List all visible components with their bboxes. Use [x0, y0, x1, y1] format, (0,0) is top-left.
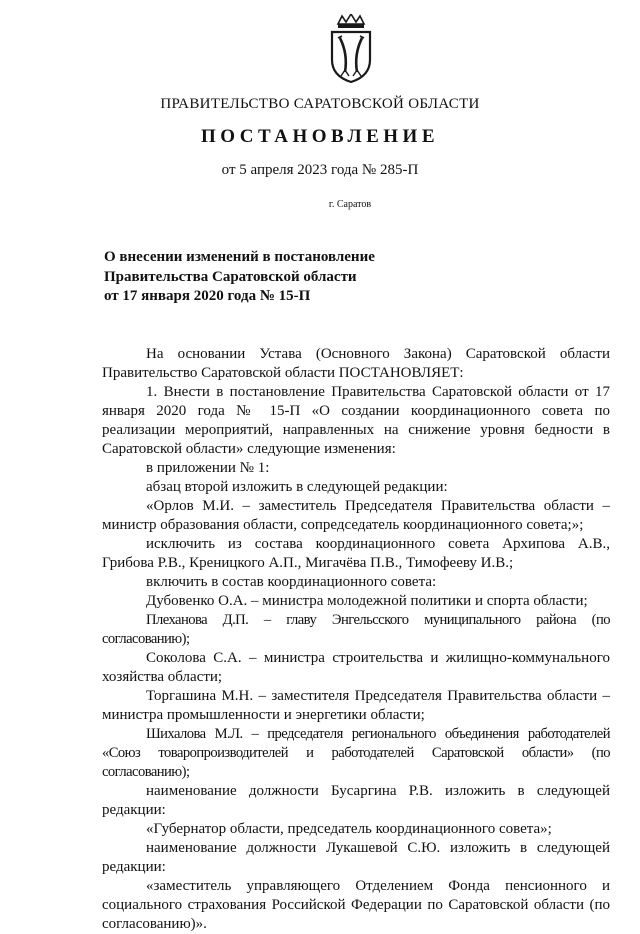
document-date: от 5 апреля 2023 года № 285-П [221, 162, 419, 178]
paragraph: «Орлов М.И. – заместитель Председателя Правительства области – министр образования области, сопредседатель координационного совета;»; [102, 498, 610, 533]
paragraph: включить в состав координационного совета: [146, 574, 437, 590]
paragraph: 1. Внести в постановление Правительства Саратовской области от 17 января 2020 года № 15-П «О создании координационного совета по реализации мероприятий, направленных на снижение уровня бедности в Саратовской области» следующие изменения: [102, 384, 610, 457]
paragraph: «Губернатор области, председатель координационного совета»; [146, 821, 552, 837]
document-type: ПОСТАНОВЛЕНИЕ [200, 126, 440, 147]
coat-of-arms-icon [326, 14, 376, 84]
paragraph: Торгашина М.Н. – заместителя Председателя Правительства области – министра промышленности и энергетики области; [102, 688, 610, 723]
paragraph: «заместитель управляющего Отделением Фонда пенсионного и социального страхования Российской Федерации по Саратовской области (по согласованию)». [102, 878, 610, 932]
paragraph: Соколова С.А. – министра строительства и жилищно-коммунального хозяйства области; [102, 650, 610, 685]
subject-line: от 17 января 2020 года № 15-П [104, 288, 311, 304]
paragraph: Дубовенко О.А. – министра молодежной политики и спорта области; [146, 593, 588, 609]
subject-line: Правительства Саратовской области [104, 268, 357, 285]
document-city: г. Саратов [328, 199, 372, 210]
paragraph: абзац второй изложить в следующей редакции: [146, 479, 448, 495]
paragraph: наименование должности Бусаргина Р.В. изложить в следующей редакции: [102, 783, 610, 818]
subject-line: О внесении изменений в постановление [104, 249, 375, 265]
document-subject [104, 248, 504, 307]
paragraph: наименование должности Лукашевой С.Ю. изложить в следующей редакции: [102, 840, 610, 875]
paragraph: На основании Устава (Основного Закона) Саратовской области Правительство Саратовской области ПОСТАНОВЛЯЕТ: [102, 346, 610, 381]
paragraph: исключить из состава координационного совета Архипова А.В., Грибова Р.В., Креницкого А.П., Мигачёва П.В., Тимофееву И.В.; [102, 536, 610, 571]
document-body [102, 345, 610, 934]
paragraph: Шихалова М.Л. – председателя регионального объединения работодателей «Союз товаропроизводителей и работодателей Саратовской области» (по согласованию); [102, 726, 610, 780]
paragraph: в приложении № 1: [146, 460, 270, 476]
paragraph: Плеханова Д.П. – главу Энгельсского муниципального района (по согласованию); [102, 612, 610, 647]
government-name: ПРАВИТЕЛЬСТВО САРАТОВСКОЙ ОБЛАСТИ [160, 96, 480, 112]
